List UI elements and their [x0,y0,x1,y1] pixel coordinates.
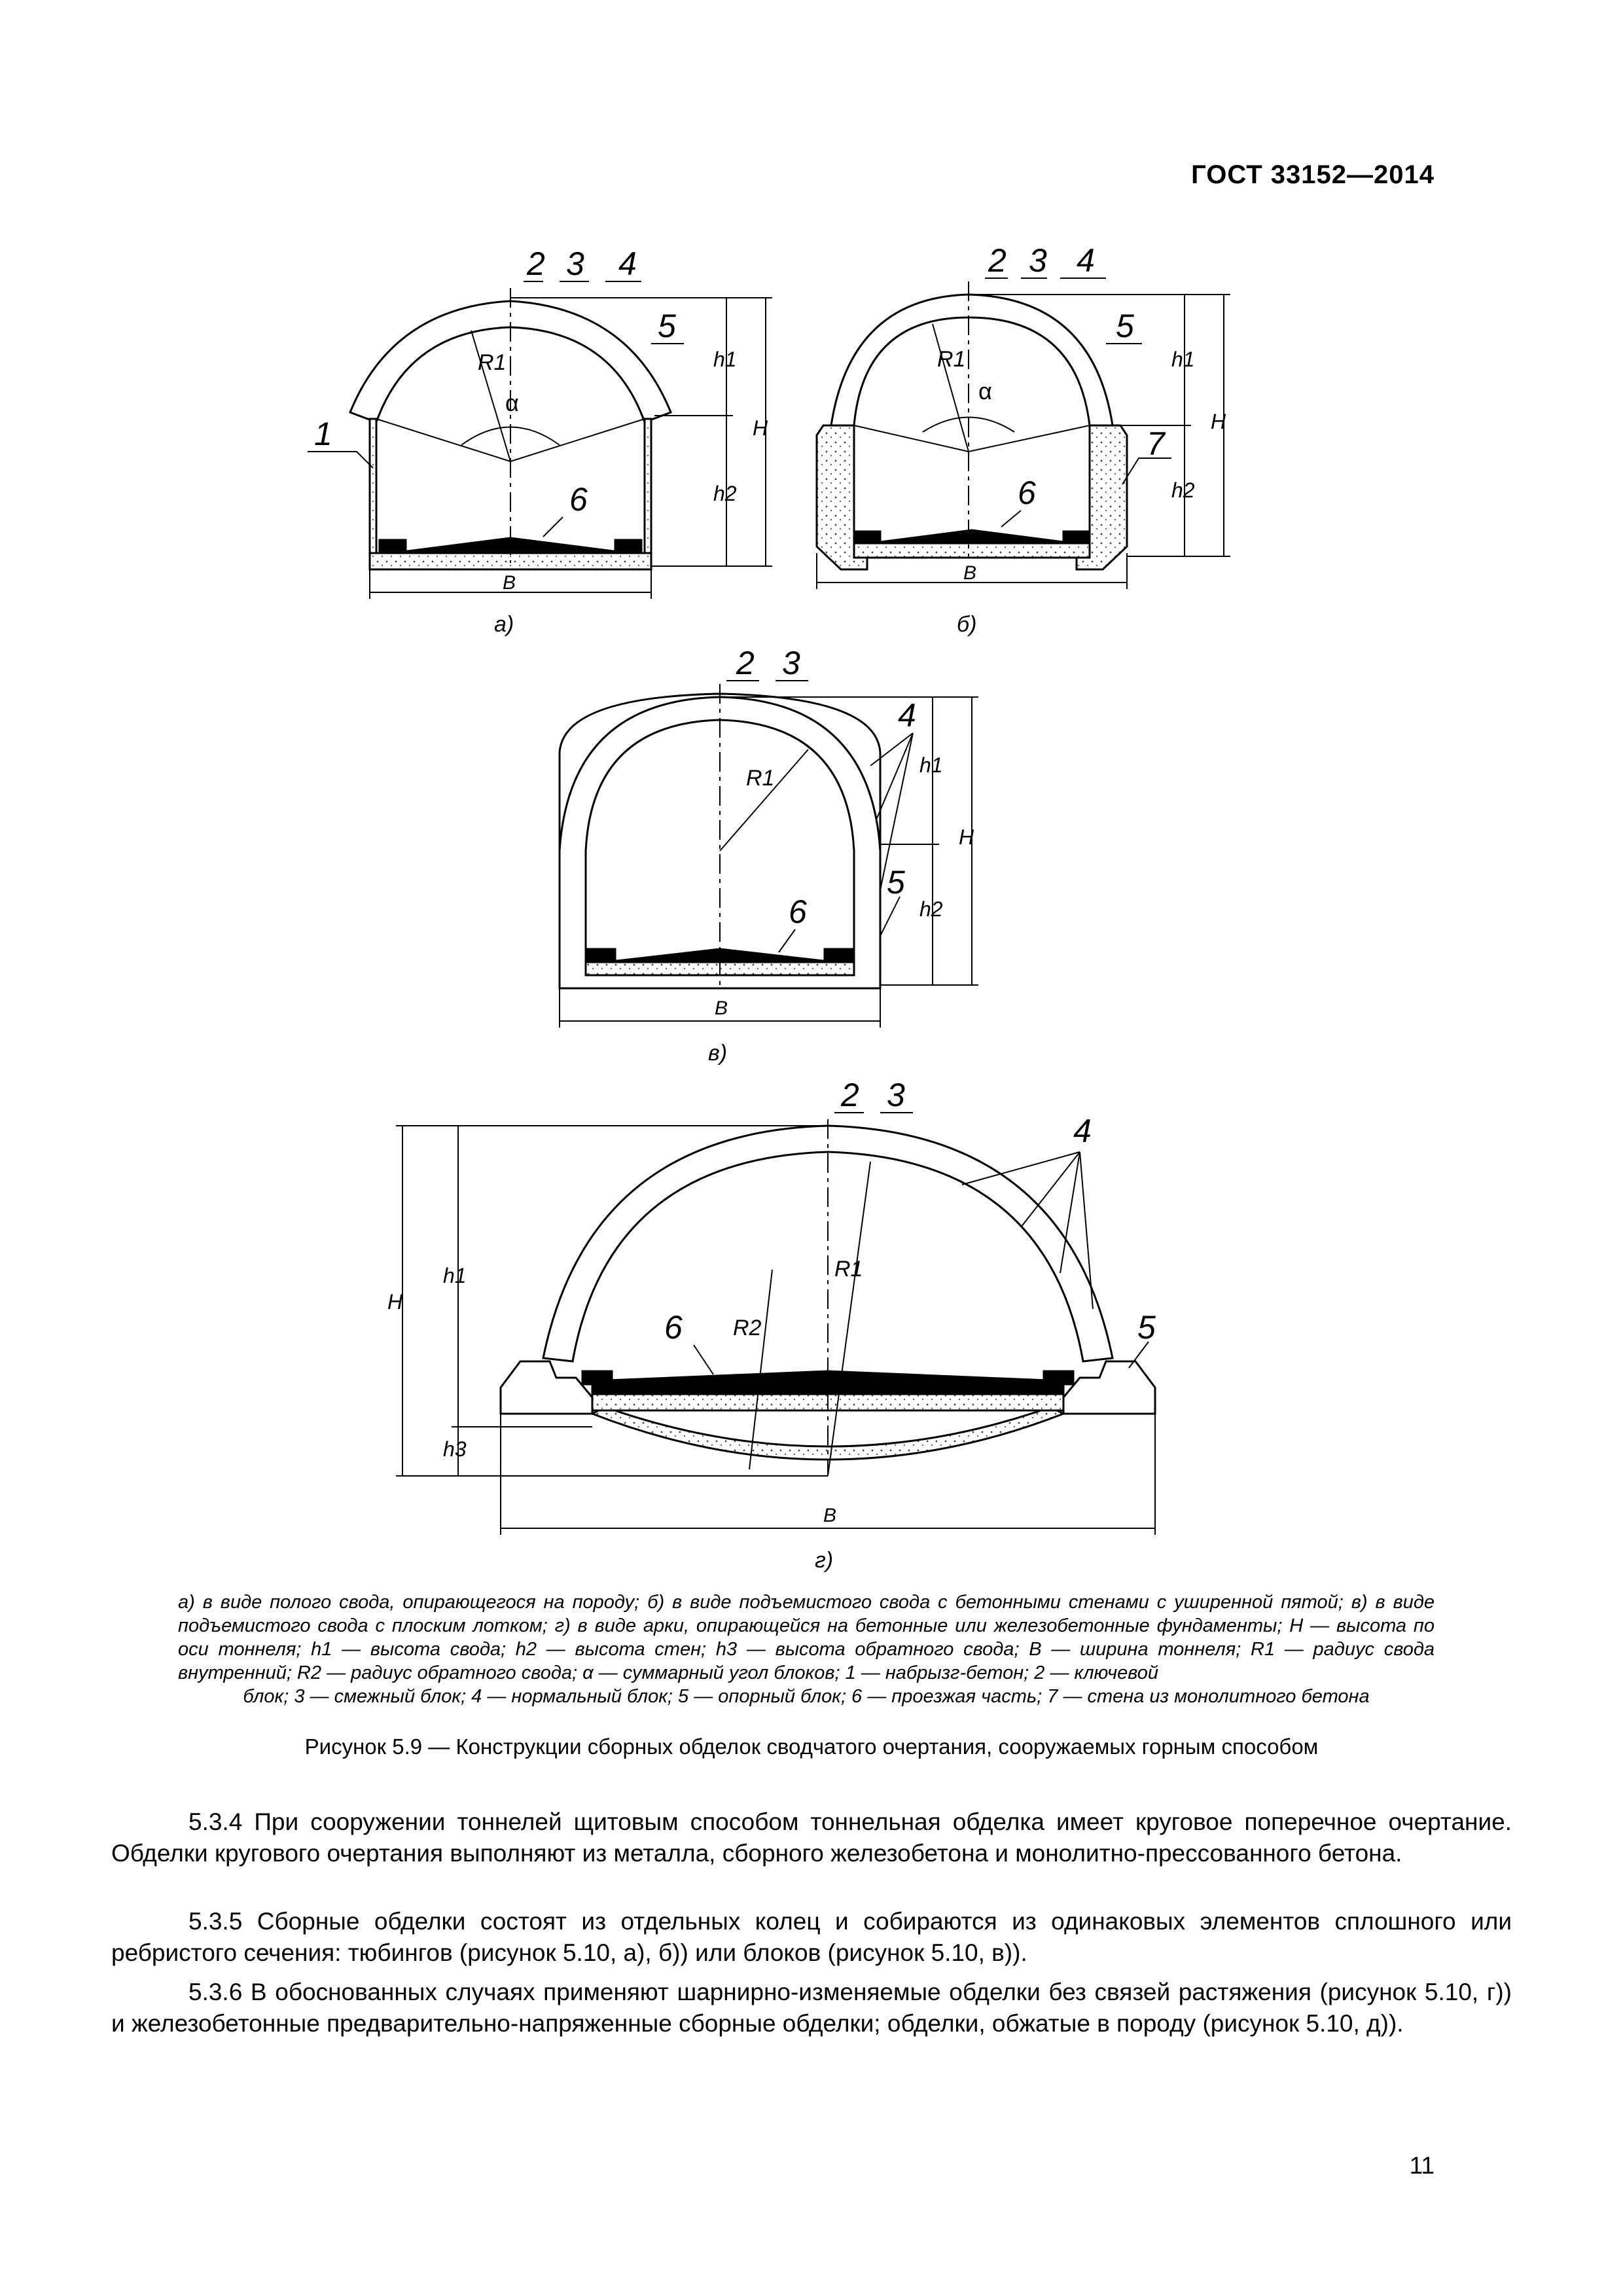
leader-6-a [543,517,563,537]
callout-7-b: 7 [1147,425,1165,462]
angle-ray-right-b [969,425,1090,452]
callout-4-a: 4 [618,245,637,282]
label-alpha-a: α [505,389,519,416]
angle-ray-right-a [510,419,645,461]
callout-2-v: 2 [736,645,755,681]
angle-ray-left-b [854,425,969,452]
paragraph-text: 5.3.6 В обоснованных случаях применяют шарнирно-изменяемые обделки без связей растяжения (рисунок 5.10, г)) и железобетонные предварительно-напряженные сборные обделки; обделки, обжатые в породу (рисунок 5.10, д)). [111,1979,1512,2037]
label-h1-a: h1 [713,348,737,371]
callout-5-a: 5 [658,308,676,344]
support-right-b [1063,531,1090,543]
label-H-v: H [959,825,974,849]
figure-a [308,281,772,599]
label-alpha-b: α [978,378,992,404]
paragraph-text: 5.3.5 Сборные обделки состоят из отдельных колец и собираются из одинаковых элементов сплошного или ребристого сечения: тюбингов (рисунок 5.10, а), б)) или блоков (рисунок 5.10, в)). [111,1908,1512,1966]
callout-3-g: 3 [887,1077,905,1113]
label-B-a: B [503,572,516,594]
label-h3-g: h3 [443,1437,467,1461]
label-h2-v: h2 [919,897,943,921]
label-B-g: B [823,1505,837,1526]
document-header: ГОСТ 33152—2014 [1191,160,1435,189]
leader-1-a [308,452,373,468]
leader-5-v [880,897,900,936]
label-R2-g: R2 [733,1316,762,1340]
label-H-a: H [753,416,768,440]
callout-6-b: 6 [1018,475,1036,511]
leader-5-g [1129,1342,1149,1368]
label-H-b: H [1211,410,1226,433]
label-h1-v: h1 [919,753,943,777]
callout-3-v: 3 [782,645,800,681]
paragraph-5-3-4 [111,1806,1512,1869]
callout-1-a: 1 [314,416,332,452]
label-B-v: B [715,997,728,1019]
leader-6-b [1001,511,1021,527]
callout-2-a: 2 [527,245,545,282]
leader-6-g [694,1345,713,1374]
support-right-v [825,949,854,962]
paragraph-5-3-5 [111,1906,1512,1969]
callout-6-v: 6 [789,893,807,930]
label-h1-g: h1 [443,1264,467,1287]
leader-4-g-2 [1021,1152,1080,1227]
panel-label-g: г) [815,1548,834,1573]
callout-5-b: 5 [1116,308,1134,344]
foundation-right-g [1063,1361,1155,1414]
support-left-g [582,1371,612,1384]
figure-legend-end: блок; 3 — смежный блок; 4 — нормальный блок; 5 — опорный блок; 6 — проезжая часть; 7 — стена из монолитного бетона [243,1686,1370,1707]
leader-4-v-2 [877,733,913,818]
foundation-left-g [501,1361,592,1414]
label-B-b: B [963,562,977,584]
paragraph-5-3-6 [111,1977,1512,2039]
figure-legend: а) в виде полого свода, опирающегося на породу; б) в виде подъемистого свода с бетонными стенами с уширенной пятой; в) в виде подъемистого свода с плоским лотком; г) в виде арки, опирающейся на бетонные или железобетонные фундаменты; H — высота по оси тоннеля; h1 — высота свода; h2 — высота стен; h3 — высота обратного свода; B — ширина тоннеля; R1 — радиус свода внутренний; R2 — радиус обратного свода; α — суммарный угол блоков; 1 — набрызг-бетон; 2 — ключевой [178,1592,1435,1683]
panel-label-a: а) [494,612,514,637]
roadway-b [870,530,1073,543]
arch-lining-b [831,295,1113,425]
radius-b [933,324,969,452]
panel-label-v: в) [708,1041,728,1066]
callout-3-b: 3 [1029,242,1047,279]
panel-label-b: б) [957,612,977,637]
page-number: 11 [1409,2152,1435,2179]
callout-6-g: 6 [664,1309,683,1346]
radius-R1-g [828,1162,870,1476]
label-h1-b: h1 [1171,348,1195,371]
figure-g [396,1113,1155,1535]
callout-5-g: 5 [1137,1309,1156,1346]
callout-2-g: 2 [841,1077,859,1113]
label-h2-a: h2 [713,482,737,505]
callout-4-v: 4 [898,697,916,734]
callout-5-v: 5 [887,864,905,901]
paragraph-text: 5.3.4 При сооружении тоннелей щитовым способом тоннельная обделка имеет круговое поперечное очертание. Обделки кругового очертания выполняют из металла, сборного железобетона и монолитно-прессованного бетона. [111,1808,1512,1867]
leader-7-b [1122,458,1171,484]
callout-2-b: 2 [988,242,1007,279]
callout-6-a: 6 [569,481,588,518]
callout-4-g: 4 [1073,1113,1092,1149]
label-R1-a: R1 [478,350,507,375]
support-left-v [586,949,615,962]
support-left-a [380,540,406,553]
figure-b [817,278,1230,589]
support-right-a [615,540,641,553]
invert-b [854,543,1090,558]
support-right-g [1044,1371,1073,1384]
callout-4-b: 4 [1077,242,1095,279]
angle-ray-left-a [376,419,510,461]
label-h2-b: h2 [1171,478,1195,502]
figure-title: Рисунок 5.9 — Конструкции сборных обделок сводчатого очертания, сооружаемых горным способом [304,1734,1319,1759]
radius-R2-g [749,1270,772,1469]
label-R1-g: R1 [834,1257,863,1282]
support-left-b [854,531,880,543]
label-R1-b: R1 [937,347,966,372]
label-H-g: H [387,1290,403,1314]
callout-3-a: 3 [566,245,584,282]
label-R1-v: R1 [746,766,775,791]
